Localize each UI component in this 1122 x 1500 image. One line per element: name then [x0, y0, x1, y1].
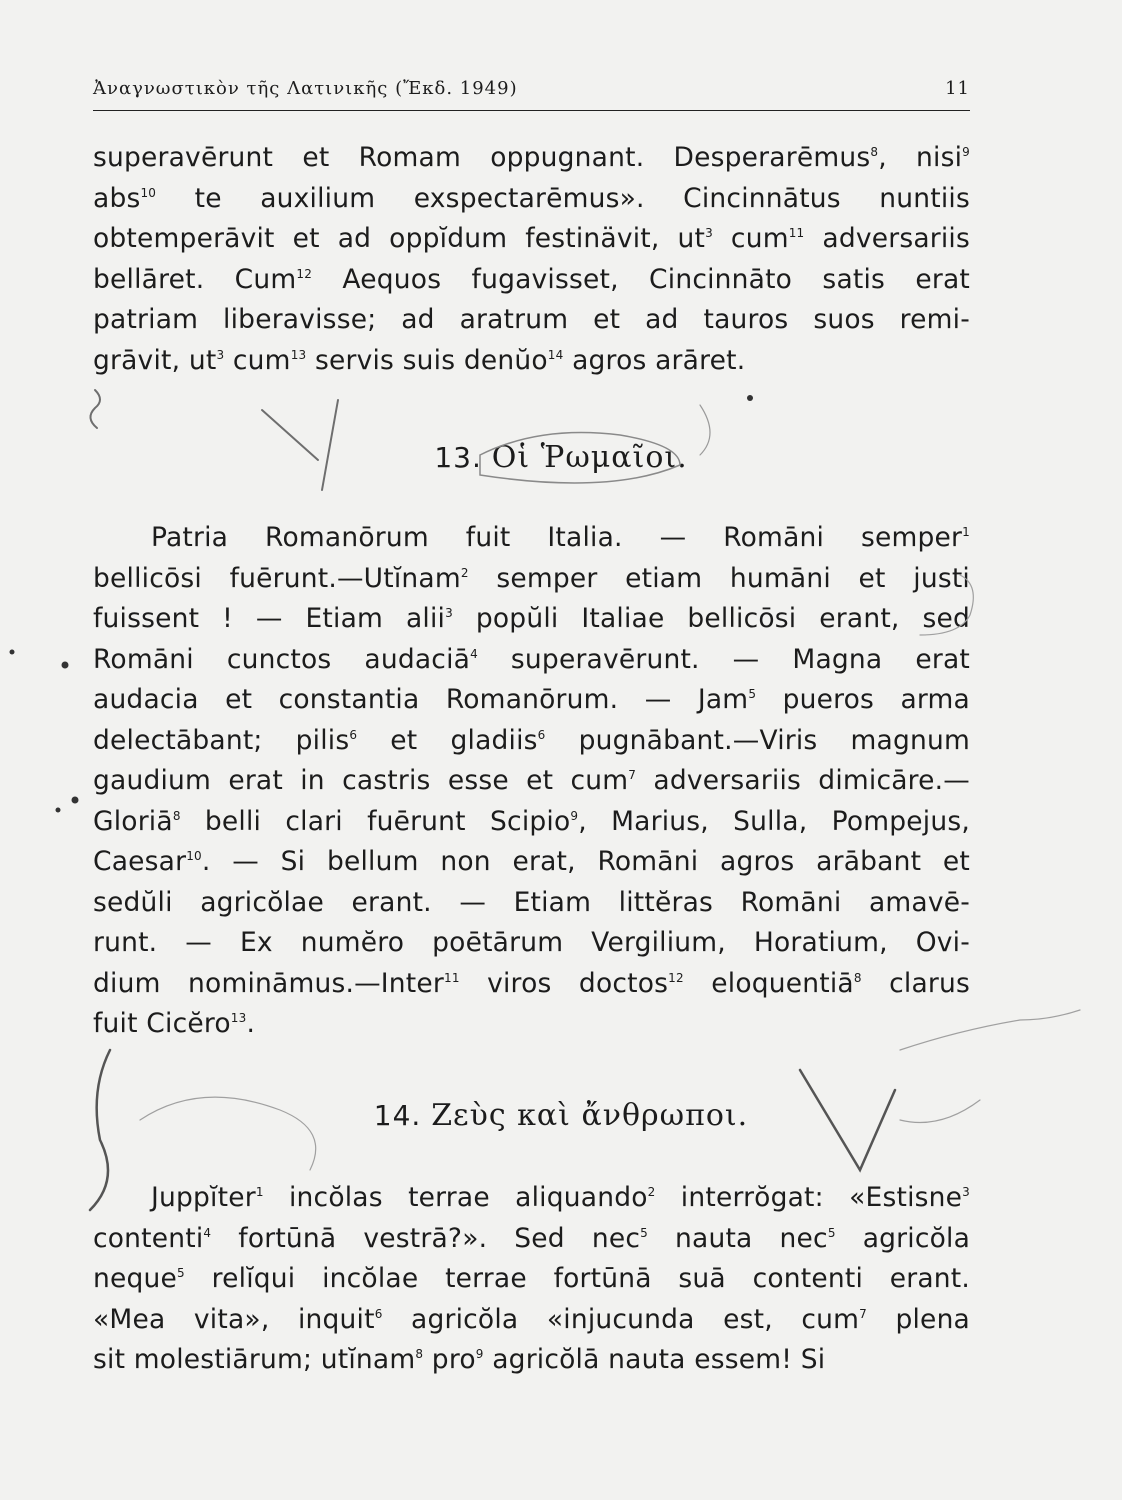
footnote-marker: 10: [186, 849, 202, 864]
text-run: superavērunt. — Magna erat: [477, 643, 970, 675]
text-run: popŭli Italiae bellicōsi erant, sed: [452, 603, 970, 634]
text-run: delectābant; pilis: [93, 724, 350, 756]
footnote-marker: 4: [203, 1225, 212, 1240]
text-run: pro: [423, 1344, 476, 1375]
page-number: 11: [945, 78, 970, 99]
text-run: contenti: [93, 1222, 204, 1254]
footnote-marker: 8: [415, 1347, 424, 1362]
text-run: grāvit, ut: [93, 344, 217, 376]
text-run: dium nomināmus.—Inter: [93, 967, 444, 999]
text-run: servis suis denŭo: [306, 344, 548, 376]
text-line: [93, 1340, 970, 1381]
text-run: runt. — Ex numĕro poētārum Vergilium, Horatium, Ovi-: [93, 927, 970, 958]
section-heading-14: [0, 1098, 1122, 1133]
section-number: 14.: [373, 1099, 422, 1132]
text-run: adversariis: [804, 223, 970, 254]
footnote-marker: 3: [962, 1185, 970, 1200]
text-run: superavērunt et Romam oppugnant. Desperarēmus: [93, 142, 871, 173]
footnote-marker: 7: [859, 1306, 867, 1321]
text-run: belli clari fuērunt Scipio: [180, 805, 571, 837]
text-run: incŏlas terrae aliquando: [263, 1182, 648, 1213]
section-title: Ζεὺς καὶ ἄνθρωποι.: [431, 1098, 749, 1133]
paragraph-continuation: [93, 138, 970, 381]
text-line: [93, 518, 970, 559]
text-line: [93, 260, 970, 301]
text-run: eloquentiā: [683, 967, 854, 999]
text-line: [93, 599, 970, 640]
text-line: [93, 802, 970, 843]
section-title: Οἱ Ῥωμαῖοι.: [491, 440, 688, 475]
text-run: semper etiam humāni et justi: [468, 562, 970, 594]
text-run: interrŏgat: «Estisne: [655, 1182, 963, 1213]
text-run: neque: [93, 1263, 178, 1294]
footnote-marker: 13: [290, 347, 307, 362]
text-line: [93, 842, 970, 883]
footnote-marker: 3: [705, 226, 713, 241]
text-line: [93, 1219, 970, 1260]
text-line: [93, 964, 970, 1005]
text-run: viros doctos: [459, 967, 669, 999]
text-run: «Mea vita», inquit: [93, 1303, 375, 1335]
text-line: [93, 680, 970, 721]
text-run: relĭqui incŏlae terrae fortūnā suā contenti erant.: [184, 1263, 970, 1294]
text-run: pueros arma: [756, 684, 970, 715]
footnote-marker: 3: [445, 606, 453, 621]
text-line: [93, 883, 970, 924]
footnote-marker: 1: [255, 1185, 264, 1200]
text-run: gaudium erat in castris esse et cum: [93, 765, 629, 796]
text-run: agricŏla «injucunda est, cum: [382, 1303, 860, 1335]
text-run: plena: [866, 1303, 970, 1335]
text-run: Caesar: [93, 846, 187, 877]
footnote-marker: 4: [470, 646, 478, 661]
footnote-marker: 6: [374, 1306, 383, 1321]
text-run: fuissent ! — Etiam alii: [93, 603, 446, 634]
text-line: [93, 300, 970, 341]
text-line: [93, 179, 970, 220]
text-run: fortūnā vestrā?». Sed nec: [211, 1222, 641, 1254]
text-line: [93, 1300, 970, 1341]
text-run: sit molestiārum; utĭnam: [93, 1344, 416, 1375]
text-run: et gladiis: [357, 724, 538, 756]
footnote-marker: 8: [853, 970, 862, 985]
text-run: sedŭli agricŏlae erant. — Etiam littĕras Romāni amavē-: [93, 886, 970, 918]
text-run: fuit Cicĕro: [93, 1008, 231, 1039]
footnote-marker: 13: [230, 1011, 247, 1026]
text-run: , Marius, Sulla, Pompejus,: [578, 805, 970, 837]
footnote-marker: 7: [628, 768, 637, 783]
text-run: cum: [712, 223, 789, 254]
text-line: [93, 1178, 970, 1219]
text-run: nauta nec: [647, 1222, 828, 1254]
text-run: bellāret. Cum: [93, 263, 297, 295]
text-line: [93, 138, 970, 179]
footnote-marker: 8: [870, 145, 879, 160]
paragraph-juppiter: [93, 1178, 970, 1381]
text-run: clarus: [861, 967, 970, 999]
text-line: [93, 721, 970, 762]
text-run: bellicōsi fuērunt.—Utĭnam: [93, 562, 461, 594]
footnote-marker: 6: [537, 727, 546, 742]
footnote-marker: 14: [547, 347, 564, 362]
text-run: . — Si bellum non erat, Romāni agros arābant et: [201, 846, 970, 877]
text-run: pugnābant.—Viris magnum: [545, 724, 970, 756]
text-line: [93, 559, 970, 600]
footnote-marker: 5: [748, 687, 757, 702]
text-run: Romāni cunctos audaciā: [93, 643, 471, 675]
text-run: abs: [93, 182, 141, 214]
footnote-marker: 3: [216, 347, 225, 362]
text-line: [93, 1004, 970, 1045]
text-run: cum: [224, 344, 291, 376]
text-run: obtemperāvit et ad oppĭdum festinävit, ut: [93, 223, 706, 254]
running-header: [93, 78, 970, 106]
footnote-marker: 2: [647, 1185, 656, 1200]
text-run: audacia et constantia Romanōrum. — Jam: [93, 684, 749, 715]
text-run: .: [246, 1008, 256, 1039]
text-line: [93, 923, 970, 964]
text-line: [93, 640, 970, 681]
footnote-marker: 9: [570, 808, 579, 823]
text-line: [93, 219, 970, 260]
footnote-marker: 11: [444, 970, 460, 985]
footnote-marker: 11: [788, 226, 805, 241]
text-line: [93, 341, 970, 382]
text-line: [93, 761, 970, 802]
footnote-marker: 1: [962, 525, 970, 540]
text-run: patriam liberavisse; ad aratrum et ad tauros suos remi-: [93, 304, 970, 335]
footnote-marker: 8: [172, 808, 181, 823]
running-title: Ἀναγνωστικὸν τῆς Λατινικῆς (Ἔκδ. 1949): [93, 78, 518, 99]
text-run: te auxilium exspectarēmus». Cincinnātus nuntiis: [156, 182, 970, 214]
text-run: adversariis dimicāre.—: [636, 765, 971, 796]
footnote-marker: 5: [827, 1225, 836, 1240]
text-run: agricŏla: [835, 1222, 971, 1254]
text-run: agricŏlā nauta essem! Si: [483, 1344, 826, 1375]
footnote-marker: 12: [668, 970, 684, 985]
footnote-marker: 12: [296, 266, 313, 281]
footnote-marker: 9: [962, 145, 971, 160]
text-line: [93, 1259, 970, 1300]
text-run: Patria Romanōrum fuit Italia. — Romāni semper: [151, 522, 963, 553]
text-run: Aequos fugavisset, Cincinnāto satis erat: [312, 263, 971, 295]
footnote-marker: 5: [640, 1225, 648, 1240]
footnote-marker: 5: [177, 1266, 185, 1281]
text-run: Gloriā: [93, 805, 173, 837]
footnote-marker: 9: [475, 1347, 484, 1362]
footnote-marker: 6: [349, 727, 358, 742]
footnote-marker: 2: [460, 565, 469, 580]
section-number: 13.: [434, 441, 482, 474]
text-run: Juppĭter: [151, 1182, 256, 1213]
footnote-marker: 10: [140, 185, 157, 200]
header-rule: [93, 110, 970, 111]
paragraph-romani: [93, 518, 970, 1045]
text-run: , nisi: [878, 142, 963, 173]
text-run: agros arāret.: [563, 344, 746, 376]
section-heading-13: [0, 440, 1122, 475]
